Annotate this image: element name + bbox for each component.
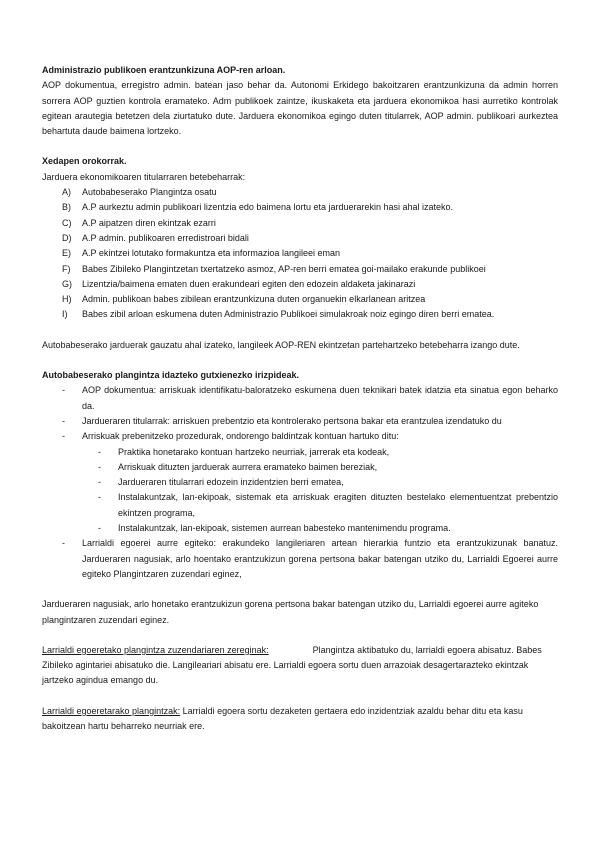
section-title-general: Xedapen orokorrak.: [42, 156, 127, 167]
list-item-text: Lizentzia/baimena ematen duen erakundeari egiten den edozein aldaketa jakinarazi: [82, 278, 416, 289]
section-title-admin: Administrazio publikoen erantzunkizuna AOP-ren arloan.: [42, 65, 286, 75]
paragraph-admin: AOP dokumentua, erregistro admin. batean jaso behar da. Autonomi Erkidego bakoitzaren erantzunkizuna da admin horren sorrera AOP guztien kontrola eramateko. Adm publikoek zaintze, ikuskaketa eta jarduera ekonomikoa hasi aurretiko kontrolak egitean arautegia betetzen dela ziurtatuko dute. Jarduera ekonomikoa egingo duten titularrek, AOP admin. publikoari aurkeztea behartuta daude baimena lortzeko.: [42, 80, 558, 137]
list-item-text: A.P admin. publikoaren erredistroari bidali: [82, 232, 249, 243]
dash-marker: -: [98, 523, 101, 534]
paragraph-selfprotection-duty: Autobabeserako jarduerak gauzatu ahal izateko, langileek AOP-REN ekintzetan partehartzeko betebeharra izango dute.: [42, 339, 520, 350]
dash-marker: -: [62, 385, 65, 396]
list-marker: A): [62, 187, 71, 198]
list-marker: F): [62, 263, 71, 274]
list-item: [42, 277, 558, 292]
list-marker: H): [62, 294, 72, 305]
list-item-text: A.P aurkeztu admin publikoari lizentzia edo baimena lortu eta jarduerarekin hasi ahal izateko.: [82, 202, 454, 213]
list-marker: G): [62, 278, 72, 289]
list-item: [42, 185, 558, 200]
sublist-item-text: Praktika honetarako kontuan hartzeko neurriak, jarrerak eta kodeak,: [118, 446, 390, 457]
dash-marker: -: [62, 415, 65, 426]
dash-marker: -: [98, 477, 101, 488]
list-item: [42, 429, 558, 536]
director-tasks-text: Plangintza aktibatuko du, larrialdi egoera abisatuz. Babes Zibileko agintariei abisatuko die. Langileariari abisatu ere. Larrialdi egoera sortu duen arrazoiak desagertarazteko ekintzak jartzeko agindua emango du.: [42, 644, 542, 686]
criteria-list: [42, 383, 558, 582]
list-item: [42, 383, 558, 414]
sublist-item-text: Instalakuntzak, lan-ekipoak, sistemen aurrean babesteko mantenimendu programa.: [118, 523, 451, 534]
procedures-sublist: [82, 445, 558, 537]
list-item: [42, 414, 558, 429]
sublist-item: [82, 475, 558, 490]
list-item: [42, 246, 558, 261]
list-item-text: A.P ekintzei lotutako formakuntza eta informazioa langileei eman: [82, 248, 340, 259]
dash-marker: -: [62, 538, 65, 549]
dash-marker: -: [98, 446, 101, 457]
list-item-text: Admin. publikoan babes zibilean erantzunkizuna duten organuekin elkarlanean aritzea: [82, 294, 426, 305]
document-body: [42, 63, 558, 734]
dash-marker: -: [98, 492, 101, 503]
list-item-text: Babes zibil arloan eskumena duten Administrazio Publikoei simulakroak noiz egingo diren berri ematea.: [82, 309, 495, 320]
list-item: [42, 262, 558, 277]
list-item-text: Autobabeserako Plangintza osatu: [82, 187, 217, 198]
list-item-text: Jardueraren titularrak: arriskuen prebentzio eta kontrolerako pertsona bakar eta erantzulea izendatuko du: [82, 415, 502, 426]
dash-marker: -: [98, 461, 101, 472]
list-marker: D): [62, 232, 72, 243]
list-item: [42, 307, 558, 322]
paragraph-emergency-plans: [42, 704, 558, 735]
sublist-item: [82, 521, 558, 536]
sublist-item-text: Instalakuntzak, lan-ekipoak, sistemak eta arriskuak eragiten dituzten bestelako elementuentzat prebentzio ekintzen programa,: [118, 492, 558, 518]
sublist-item-text: Jardueraren titularrari edozein inzidentzien berri ematea,: [118, 477, 344, 488]
list-item-text: Larrialdi egoerei aurre egiteko: erakundeko langileriaren artean hierarkia funtzio eta erantzukizunak banatuz. Jardueraren nagusiak, arlo hoentako erantzukizun gorena pertsona bakar batengan utziko du, Larrialdi Egoerei aurre egiteko Plangintzaren zuzendari eginez,: [82, 538, 558, 579]
list-marker: C): [62, 217, 72, 228]
sublist-item-text: Arriskuak dituzten jarduerak aurrera eramateko baimen bereziak,: [118, 461, 378, 472]
list-item: [42, 292, 558, 307]
dash-marker: -: [62, 431, 65, 442]
list-marker: B): [62, 202, 71, 213]
list-marker: E): [62, 248, 71, 259]
list-item-text: Arriskuak prebenitzeko prozedurak, ondorengo baldintzak kontuan hartuko ditu:: [82, 431, 399, 442]
sublist-item: [82, 490, 558, 521]
list-item: [42, 216, 558, 231]
list-item: [42, 200, 558, 215]
list-marker: I): [62, 309, 68, 320]
emergency-plans-text: Larrialdi egoera sortu dezaketen gertaera edo inzidentziak azaldu behar ditu eta kasu bakoitzean hartu beharreko neurriak ere.: [42, 705, 523, 731]
list-item-text: Babes Zibileko Plangintzetan txertatzeko asmoz, AP-ren berri ematea goi-mailako erakunde publikoei: [82, 263, 486, 274]
emergency-plans-heading: Larrialdi egoeretarako plangintzak:: [42, 705, 181, 716]
list-item-text: A.P aipatzen diren ekintzak ezarri: [82, 217, 216, 228]
sublist-item: [82, 460, 558, 475]
list-item: [42, 536, 558, 582]
paragraph-leadership: Jardueraren nagusiak, arlo honetako erantzukizun gorena pertsona bakar batengan utziko du, Larrialdi egoerei aurre agiteko plangintzaren zuzendari eginez.: [42, 599, 539, 625]
list-item: [42, 231, 558, 246]
list-item-text: AOP dokumentua: arriskuak identifikatu-baloratzeko eskumena duen teknikari batek idatzia eta sinatua egon beharko da.: [82, 385, 558, 411]
sublist-item: [82, 445, 558, 460]
obligations-intro: Jarduera ekonomikoaren titularraren betebeharrak:: [42, 171, 246, 182]
obligations-list: [42, 185, 558, 323]
section-title-criteria: Autobabeserako plangintza idazteko gutxienezko irizpideak.: [42, 370, 300, 381]
director-tasks-heading: Larrialdi egoeretako plangintza zuzendariaren zereginak:: [42, 644, 269, 655]
paragraph-director-tasks: [42, 643, 558, 689]
